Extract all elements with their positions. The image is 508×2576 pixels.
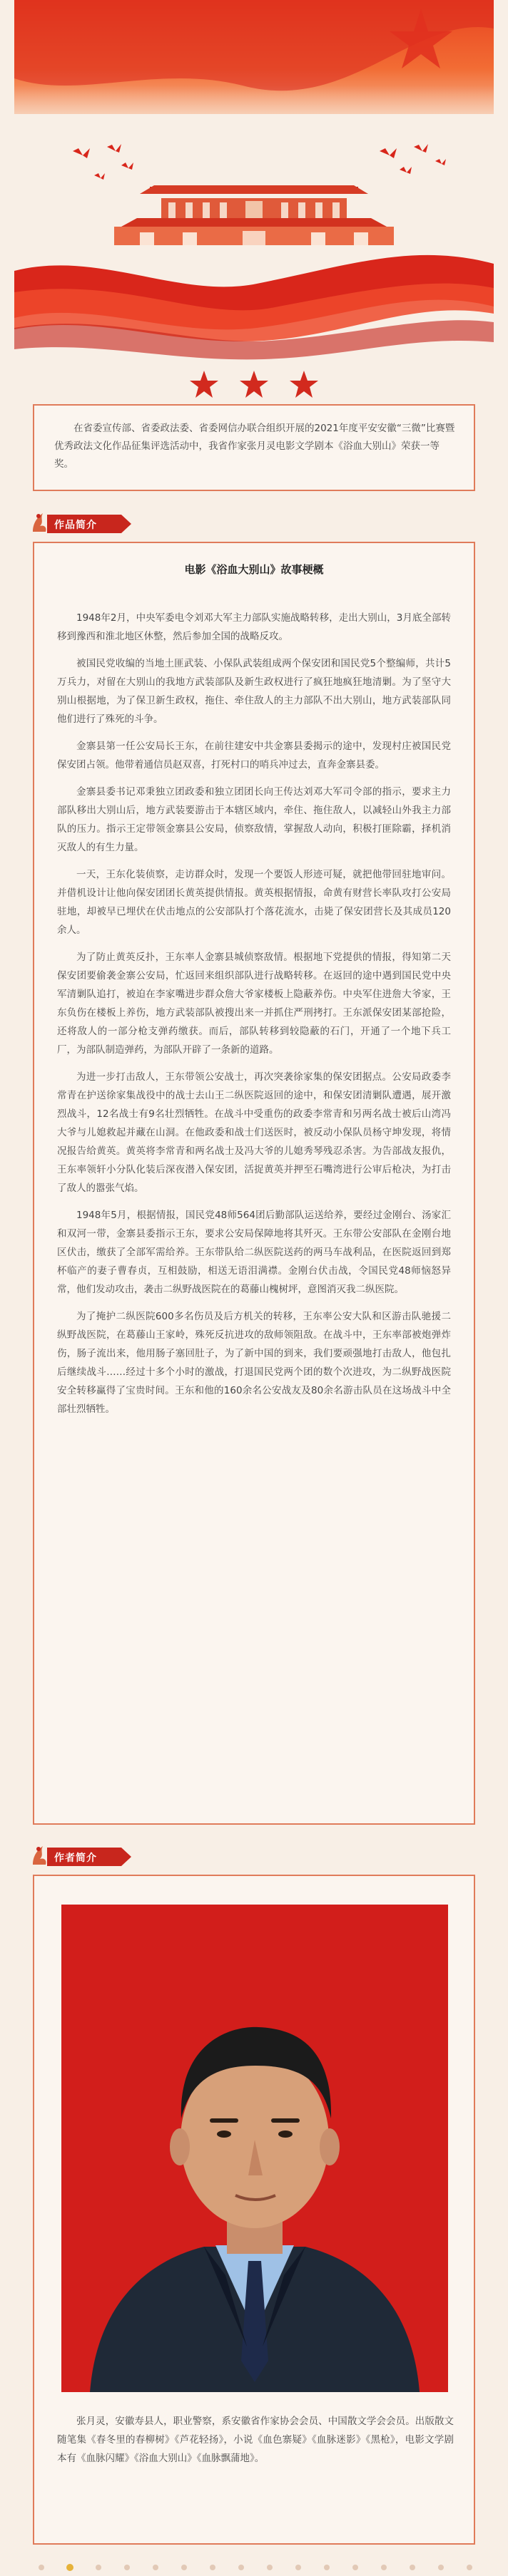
pagination-dots — [0, 2559, 508, 2576]
section-label: 作者简介 — [54, 1853, 97, 1864]
synopsis-body — [57, 609, 451, 1427]
gate-illustration — [114, 185, 394, 245]
banner-illustration — [14, 0, 494, 385]
author-bio: 张月灵，安徽寿县人，职业警察，系安徽省作家协会会员、中国散文学会会员。出版散文随笔集《春冬里的春柳树》《芦花轻扬》，小说《血色寨疑》《血脉迷影》《黑枪》，电影文学剧本有《血脉闪耀》《浴血大别山》《血脉飘蒲地》。 — [57, 2416, 454, 2464]
star-icon — [190, 371, 218, 398]
paragraph: 金寨县第一任公安局长王东，在前往建安中共金寨县委揭示的途中，发现村庄被国民党保安团占领。他带着通信员赵双喜，打死村口的哨兵冲过去，直奔金寨县委。 — [57, 741, 451, 771]
header-banner — [14, 0, 494, 385]
paragraph: 金寨县委书记邓秉独立团政委和独立团团长向王传达刘邓大军司令部的指示，要求主力部队移出大别山后，地方武装要游击于本辖区域内，牵住、拖住敌人，以减轻山外我主力部队的压力。指示王定带领金寨县公安局，侦察敌情，掌握敌人动向，积极打匪除霸，择机消灭敌人的有生力量。 — [57, 786, 451, 853]
paragraph: 为进一步打击敌人，王东带领公安战士，再次突袭徐家集的保安团据点。公安局政委李常青在护送徐家集战役中的战士去山王二纵医院返回的途中，和保安团清剿队遭遇，展开激烈战斗，12名战士有9名壮烈牺牲。在战斗中受重伤的政委李常青和另两名战士被后山湾冯大爷与儿媳救起并藏在山洞。在他政委和战士们送医时，被反动小保队员杨守坤发现，将情况报告给黄英。黄英将李常青和两名战士及冯大爷的儿媳秀琴残忍杀害。为告部战友报仇，王东率领轩小分队化装后深夜潜入保安团，活捉黄英并押至石嘴湾进行公审后枪决，为打击了敌人的嚣张气焰。 — [57, 1071, 451, 1194]
author-photo — [61, 1905, 448, 2392]
intro-panel — [33, 404, 475, 491]
paragraph: 为了掩护二纵医院600多名伤员及后方机关的转移，王东率公安大队和区游击队驰援二纵野战医院，在葛藤山王家岭，殊死反抗进攻的敌师领阻敌。在战斗中，王东率部被炮弹炸伤，肠子流出来，他用肠子塞回肚子，为了新中国的到来，我们要顽强地打击敌人，他包扎后继续战斗……经过十多个小时的激战，打退国民党两个团的数个次进攻，为二纵野战医院安全转移赢得了宝贵时间。王东和他的160余名公安战友及80余名游击队员在这场战斗中全部壮烈牺牲。 — [57, 1311, 451, 1415]
paragraph: 为了防止黄英反扑，王东率人金寨县城侦察敌情。根据地下党提供的情报，得知第二天保安团要偷袭金寨公安局，忙返回来组织部队进行战略转移。在返回的途中遇到国民党中央军清剿队追打，被迫在李家嘴进步群众詹大爷家楼板上隐蔽养伤。中央军住进詹大爷家，王东负伤在楼板上养伤，地方武装部队被搜出来一并抓住严刑拷打。王东派保安团某部抢险，还将敌人的一部分枪支弹药缴获。而后，部队转移到较隐蔽的石门，开通了一个地下兵工厂，为部队制造弹药，为部队开辟了一条新的道路。 — [57, 952, 451, 1056]
section-header-work — [29, 510, 171, 535]
paragraph: 1948年2月，中央军委电令刘邓大军主力部队实施战略转移，走出大别山，3月底全部转移到豫西和淮北地区休整，然后参加全国的战略反攻。 — [57, 612, 451, 642]
active-dot — [66, 2564, 73, 2571]
article-title: 电影《浴血大别山》故事梗概 — [184, 563, 324, 576]
synopsis-panel — [33, 542, 475, 1825]
section-label: 作品简介 — [54, 520, 97, 531]
paragraph: 一天，王东化装侦察，走访群众时，发现一个要饭人形迹可疑，就把他带回驻地审问。并借机设计让他向保安团团长黄英提供情报。黄英根据情报，命黄有财营长率队攻打公安局驻地，却被早已埋伏在伏击地点的公安部队打个落花流水，击毙了保安团营长及其成员120余人。 — [57, 869, 451, 936]
star-icon — [290, 371, 318, 398]
intro-text: 在省委宣传部、省委政法委、省委网信办联合组织开展的2021年度平安安徽“三微”比赛暨优秀政法文化作品征集评选活动中，我省作家张月灵电影文学剧本《浴血大别山》荣获一等奖。 — [54, 423, 455, 470]
star-icon — [240, 371, 268, 398]
section-header-author — [29, 1843, 171, 1867]
paragraph: 1948年5月，根据情报，国民党48师564团后勤部队运送给养，要经过金刚台、汤家汇和双河一带，金寨县委指示王东，要求公安局保障地将其歼灭。王东带公安部队在金刚台地区伏击，缴获了全部军需给养。王东带队给二纵医院送药的两马车战利品，在医院返回到郑杯临产的妻子曹春贞，互相鼓励，相送无语泪满襟。金刚台伏击战，令国民党48师恼怒异常，他们发动攻击，袭击二纵野战医院在的葛藤山槐树坪，意图消灭我二纵医院。 — [57, 1210, 451, 1295]
paragraph: 被国民党收编的当地土匪武装、小保队武装组成两个保安团和国民党5个整编师，共计5万兵力，对留在大别山的我地方武装部队及新生政权进行了疯狂地疯狂地清剿。为了坚守大别山根据地，为了保卫新生政权，拖住、牵住敌人的主力部队不出大别山，地方武装部队同他们进行了殊死的斗争。 — [57, 658, 451, 725]
dove-icons — [73, 144, 446, 180]
author-panel — [33, 1875, 475, 2545]
stars-divider — [0, 371, 508, 399]
